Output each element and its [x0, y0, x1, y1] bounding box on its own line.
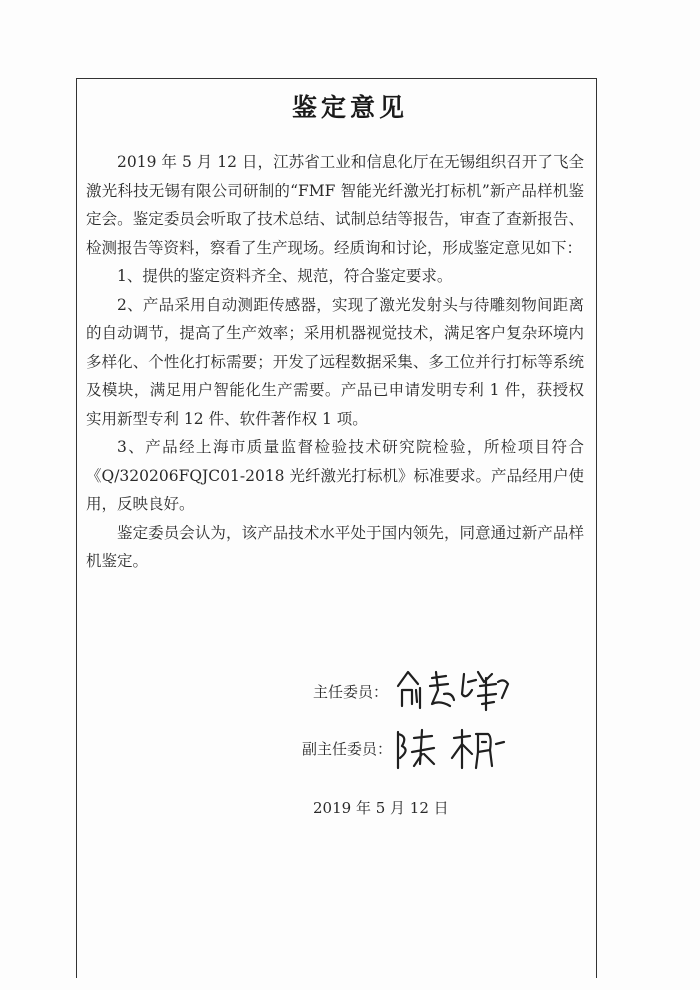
document-title: 鉴定意见: [291, 93, 408, 122]
deputy-handwritten-signature: [392, 724, 512, 772]
signing-date: 2019 年 5 月 12 日: [313, 799, 449, 817]
paragraph-item-3: 3、产品经上海市质量监督检验技术研究院检验，所检项目符合《Q/320206FQJC01-2018 光纤激光打标机》标准要求。产品经用户使用，反映良好。: [86, 438, 584, 513]
paragraph-intro: 2019 年 5 月 12 日，江苏省工业和信息化厅在无锡组织召开了飞全激光科技无锡有限公司研制的“FMF 智能光纤激光打标机”新产品样机鉴定会。鉴定委员会听取了技术总结、试制总结等报告，审查了查新报告、检测报告等资料，察看了生产现场。经质询和讨论，形成鉴定意见如下：: [86, 153, 584, 257]
paragraph-item-2: 2、产品采用自动测距传感器，实现了激光发射头与待雕刻物间距离的自动调节，提高了生产效率；采用机器视觉技术，满足客户复杂环境内多样化、个性化打标需要；开发了远程数据采集、多工位并行打标等系统及模块，满足用户智能化生产需要。产品已申请发明专利 1 件，获授权实用新型专利 12 件、软件著作权 1 项。: [86, 295, 584, 428]
paragraph-item-1: 1、提供的鉴定资料齐全、规范，符合鉴定要求。: [117, 267, 453, 285]
chief-handwritten-signature: [392, 664, 522, 712]
deputy-committee-label: 副主任委员：: [302, 740, 393, 758]
paragraph-conclusion: 鉴定委员会认为，该产品技术水平处于国内领先，同意通过新产品样机鉴定。: [86, 523, 584, 570]
document-body: [86, 148, 584, 576]
chief-committee-label: 主任委员：: [313, 683, 389, 701]
